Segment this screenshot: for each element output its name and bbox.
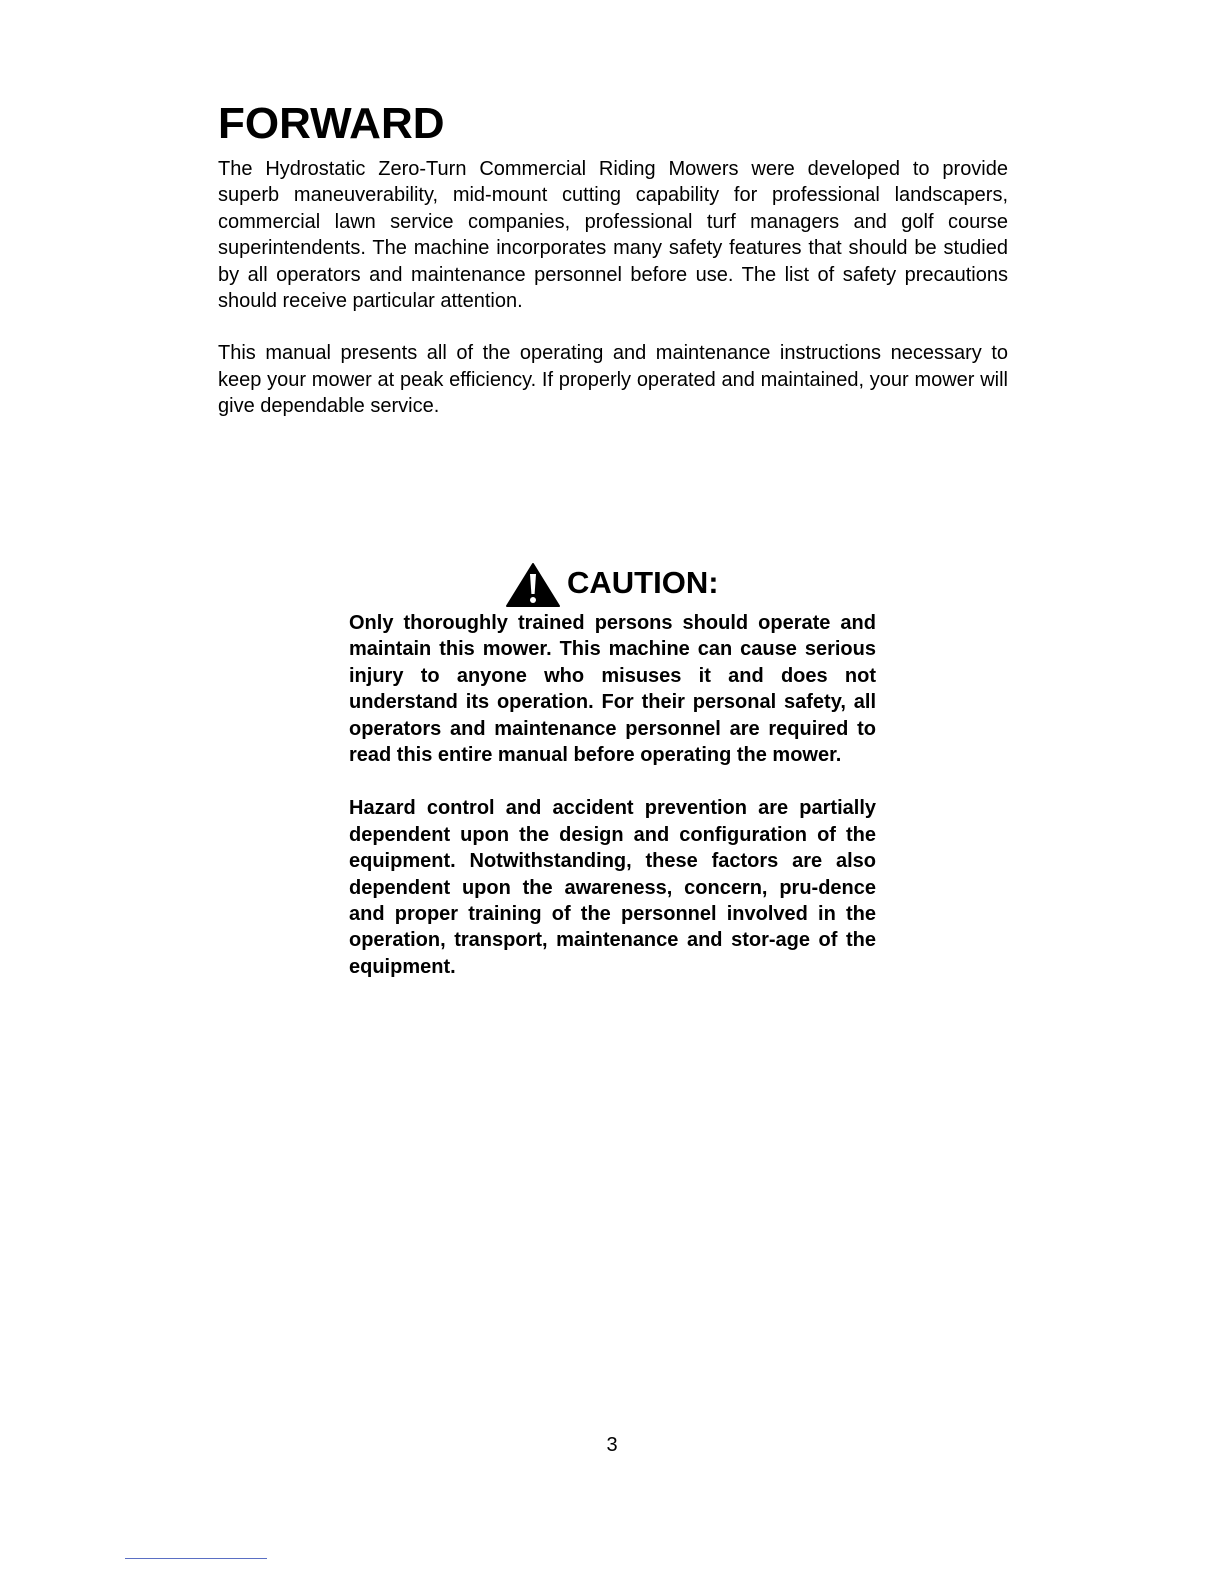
caution-body: [349, 610, 876, 1007]
footer-divider: [125, 1558, 267, 1559]
warning-triangle-icon: [505, 562, 561, 608]
intro-paragraph: The Hydrostatic Zero-Turn Commercial Riding Mowers were developed to provide superb maneuverability, mid-mount cutting capability for professional landscapers, commercial lawn service companies, professional turf managers and golf course superintendents. The machine incorporates many safety features that should be studied by all operators and maintenance personnel before use. The list of safety precautions should receive particular attention.: [218, 158, 1008, 313]
caution-header: [505, 560, 765, 610]
caution-paragraph: Only thoroughly trained persons should operate and maintain this mower. This machine can cause serious injury to anyone who misuses it and does not understand its operation. For their personal safety, all operators and maintenance personnel are required to read this entire manual before operating the mower.: [349, 612, 876, 767]
caution-paragraph: Hazard control and accident prevention are partially dependent upon the design and configuration of the equipment. Notwithstanding, these factors are also dependent upon the awareness, concern, pru-dence and proper training of the personnel involved in the operation, transport, maintenance and stor-age of the equipment.: [349, 797, 876, 978]
page-number: 3: [606, 1434, 618, 1456]
caution-title: CAUTION:: [567, 565, 719, 600]
intro-paragraph: This manual presents all of the operating and maintenance instructions necessary to keep your mower at peak efficiency. If properly operated and maintained, your mower will give dependable service.: [218, 342, 1008, 418]
intro-section: [218, 156, 1008, 446]
page-title: FORWARD: [218, 99, 445, 148]
